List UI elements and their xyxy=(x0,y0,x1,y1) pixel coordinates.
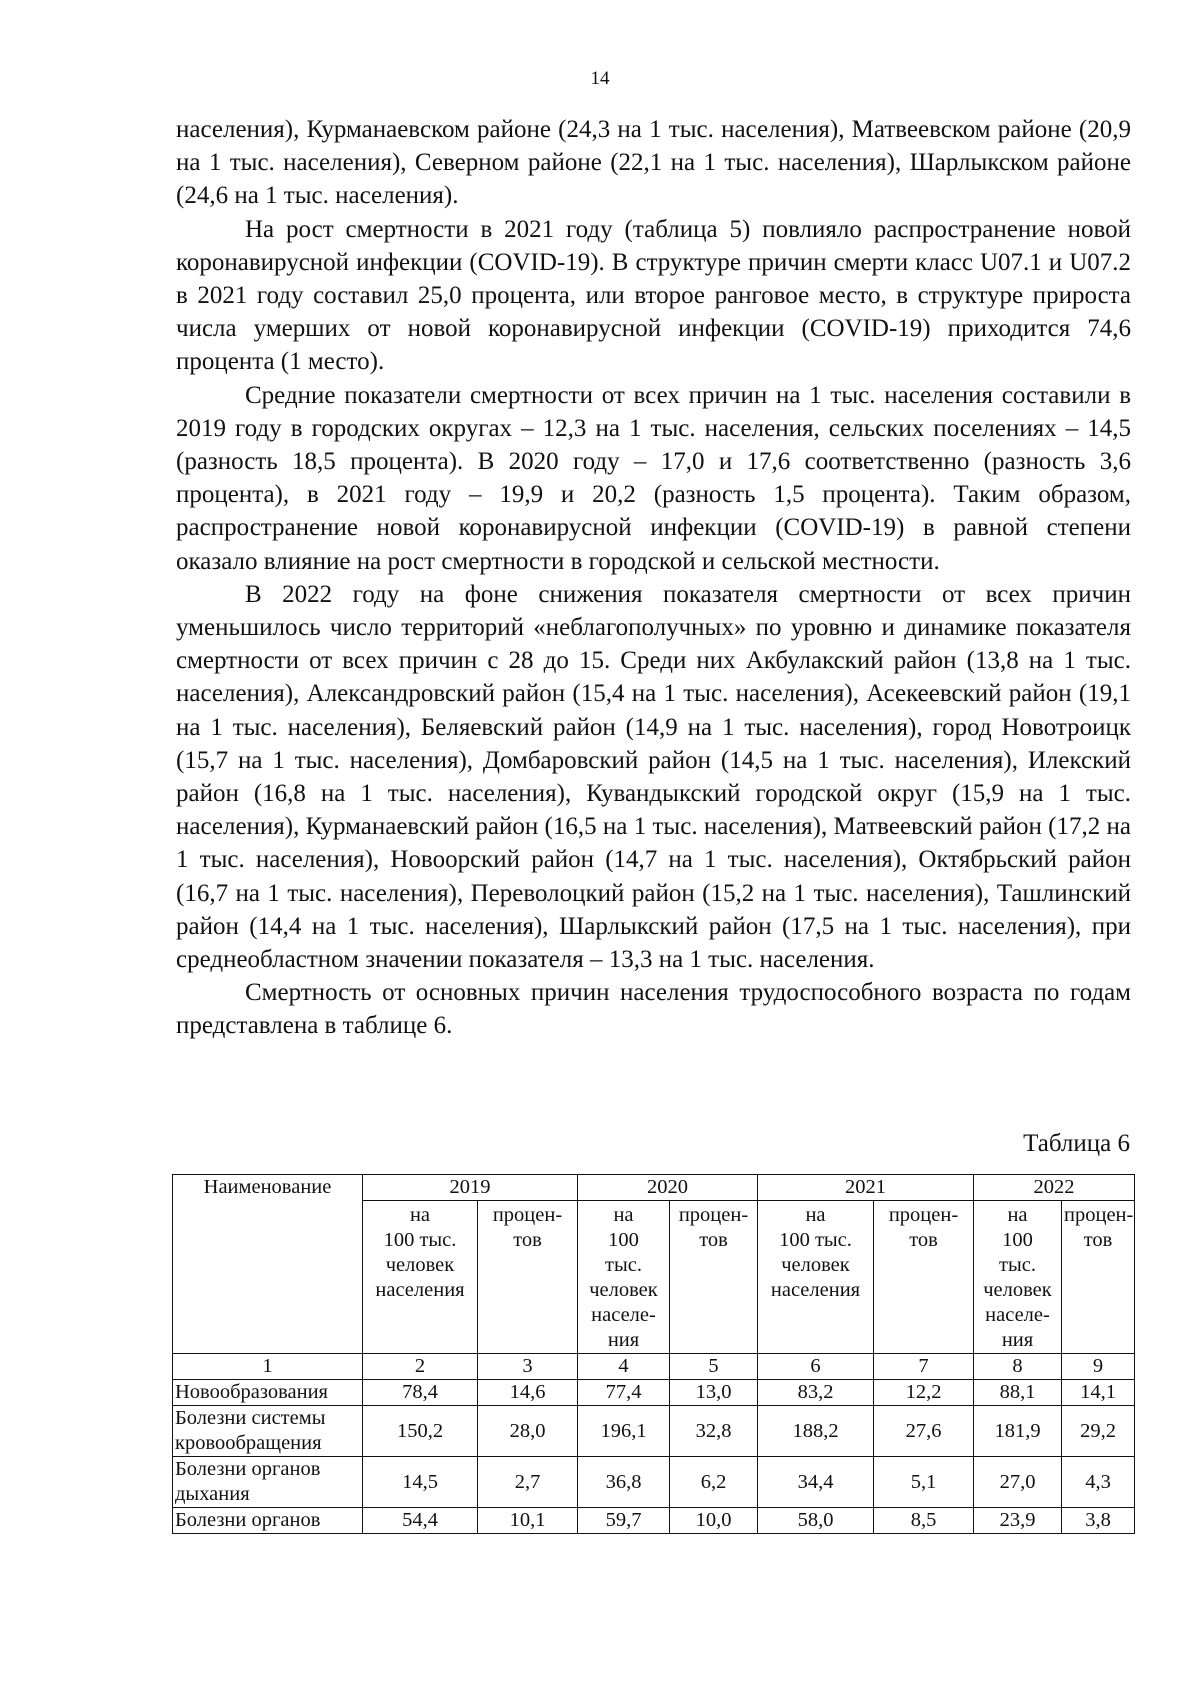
table-row xyxy=(173,1508,1135,1534)
cell: 83,2 xyxy=(758,1380,874,1406)
paragraph: В 2022 году на фоне снижения показателя смертности от всех причин уменьшилось число территорий «неблагополучных» по уровню и динамике показателя смертности от всех причин с 28 до 15. Среди них Акбулакский район (13,8 на 1 тыс. населения), Александровский район (15,4 на 1 тыс. населения), Асекеевский район (19,1 на 1 тыс. населения), Беляевский район (14,9 на 1 тыс. населения), город Новотроицк (15,7 на 1 тыс. населения), Домбаровский район (14,5 на 1 тыс. населения), Илекский район (16,8 на 1 тыс. населения), Кувандыкский городской округ (15,9 на 1 тыс. населения), Курманаевский район (16,5 на 1 тыс. населения), Матвеевский район (17,2 на 1 тыс. населения), Новоорский район (14,7 на 1 тыс. населения), Октябрьский район (16,7 на 1 тыс. населения), Переволоцкий район (15,2 на 1 тыс. населения), Ташлинский район (14,4 на 1 тыс. населения), Шарлыкский район (17,5 на 1 тыс. населения), при среднеобластном значении показателя – 13,3 на 1 тыс. населения. xyxy=(176,580,1131,974)
cell: 59,7 xyxy=(578,1508,670,1534)
cell: 58,0 xyxy=(758,1508,874,1534)
cell: 188,2 xyxy=(758,1406,874,1457)
header-name: Наименование xyxy=(173,1175,363,1354)
cell: 10,0 xyxy=(670,1508,758,1534)
paragraph: На рост смертности в 2021 году (таблица 5) повлияло распространение новой коронавирусной инфекции (COVID-19). В структуре причин смерти класс U07.1 и U07.2 в 2021 году составил 25,0 процента, или второе ранговое место, в структуре прироста числа умерших от новой коронавирусной инфекции (COVID-19) приходится 74,6 процента (1 место). xyxy=(176,215,1131,376)
header-unit: процен- тов xyxy=(874,1201,974,1354)
header-unit: на 100 тыс. человек населения xyxy=(363,1201,478,1354)
header-year: 2022 xyxy=(974,1175,1135,1201)
cell: 28,0 xyxy=(478,1406,578,1457)
cell: 77,4 xyxy=(578,1380,670,1406)
cell: 23,9 xyxy=(974,1508,1062,1534)
table-row xyxy=(173,1457,1135,1508)
column-number: 2 xyxy=(363,1354,478,1380)
cell: 13,0 xyxy=(670,1380,758,1406)
page-number: 14 xyxy=(590,68,610,89)
column-number: 1 xyxy=(173,1354,363,1380)
column-number: 7 xyxy=(874,1354,974,1380)
cell: 36,8 xyxy=(578,1457,670,1508)
cell: 14,5 xyxy=(363,1457,478,1508)
table-caption: Таблица 6 xyxy=(1023,1130,1130,1157)
header-year: 2020 xyxy=(578,1175,758,1201)
row-name: Болезни системы кровообращения xyxy=(173,1406,363,1457)
cell: 14,6 xyxy=(478,1380,578,1406)
column-number: 4 xyxy=(578,1354,670,1380)
header-unit: на 100 тыс. человек населе- ния xyxy=(974,1201,1062,1354)
row-name: Болезни органов дыхания xyxy=(173,1457,363,1508)
cell: 4,3 xyxy=(1062,1457,1135,1508)
header-unit: процен- тов xyxy=(1062,1201,1135,1354)
table-row xyxy=(173,1406,1135,1457)
cell: 54,4 xyxy=(363,1508,478,1534)
column-number: 3 xyxy=(478,1354,578,1380)
cell: 88,1 xyxy=(974,1380,1062,1406)
cell: 2,7 xyxy=(478,1457,578,1508)
mortality-table xyxy=(172,1174,1135,1534)
cell: 32,8 xyxy=(670,1406,758,1457)
cell: 10,1 xyxy=(478,1508,578,1534)
header-year: 2019 xyxy=(363,1175,578,1201)
paragraph: Средние показатели смертности от всех причин на 1 тыс. населения составили в 2019 году в городских округах – 12,3 на 1 тыс. населения, сельских поселениях – 14,5 (разность 18,5 процента). В 2020 году – 17,0 и 17,6 соответственно (разность 3,6 процента), в 2021 году – 19,9 и 20,2 (разность 1,5 процента). Таким образом, распространение новой коронавирусной инфекции (COVID-19) в равной степени оказало влияние на рост смертности в городской и сельской местности. xyxy=(176,381,1131,575)
cell: 27,0 xyxy=(974,1457,1062,1508)
cell: 34,4 xyxy=(758,1457,874,1508)
cell: 196,1 xyxy=(578,1406,670,1457)
cell: 14,1 xyxy=(1062,1380,1135,1406)
cell: 29,2 xyxy=(1062,1406,1135,1457)
cell: 181,9 xyxy=(974,1406,1062,1457)
header-unit: на 100 тыс. человек населения xyxy=(758,1201,874,1354)
column-number: 6 xyxy=(758,1354,874,1380)
column-number: 5 xyxy=(670,1354,758,1380)
table-row xyxy=(173,1380,1135,1406)
row-name: Болезни органов xyxy=(173,1508,363,1534)
column-numbers-row xyxy=(173,1354,1135,1380)
cell: 8,5 xyxy=(874,1508,974,1534)
cell: 3,8 xyxy=(1062,1508,1135,1534)
cell: 78,4 xyxy=(363,1380,478,1406)
paragraph: Смертность от основных причин населения трудоспособного возраста по годам представлена в таблице 6. xyxy=(176,979,1131,1040)
header-year: 2021 xyxy=(758,1175,974,1201)
cell: 5,1 xyxy=(874,1457,974,1508)
paragraph: населения), Курманаевском районе (24,3 на 1 тыс. населения), Матвеевском районе (20,9 на 1 тыс. населения), Северном районе (22,1 на 1 тыс. населения), Шарлыкском районе (24,6 на 1 тыс. населения). xyxy=(176,116,1131,210)
header-unit: на 100 тыс. человек населе- ния xyxy=(578,1201,670,1354)
row-name: Новообразования xyxy=(173,1380,363,1406)
cell: 6,2 xyxy=(670,1457,758,1508)
cell: 150,2 xyxy=(363,1406,478,1457)
body-text xyxy=(176,113,1131,1043)
header-unit: процен- тов xyxy=(670,1201,758,1354)
cell: 27,6 xyxy=(874,1406,974,1457)
cell: 12,2 xyxy=(874,1380,974,1406)
column-number: 8 xyxy=(974,1354,1062,1380)
header-unit: процен- тов xyxy=(478,1201,578,1354)
table-header-years xyxy=(173,1175,1135,1201)
column-number: 9 xyxy=(1062,1354,1135,1380)
